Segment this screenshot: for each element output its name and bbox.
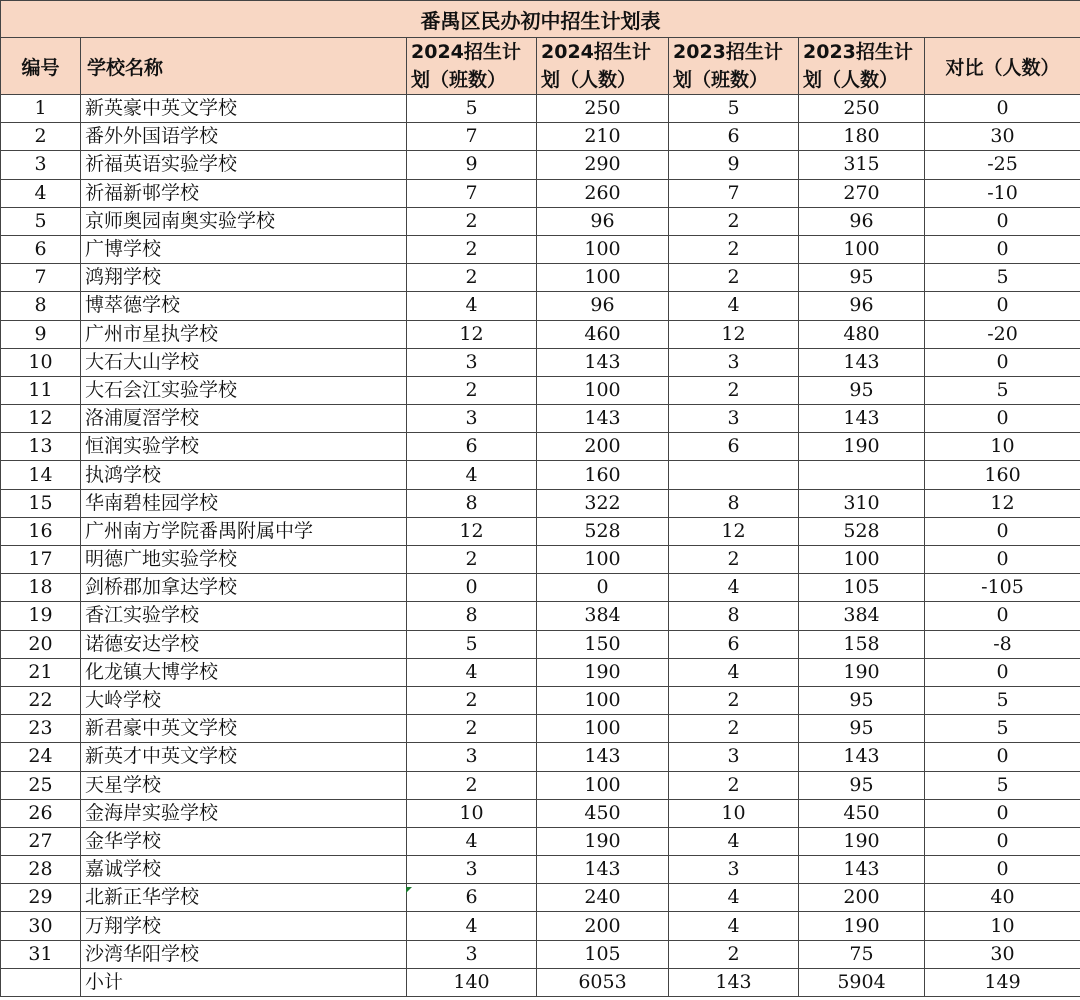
- cell-2023-classes: 2: [669, 235, 799, 263]
- cell-2023-students: 180: [799, 123, 925, 151]
- cell-school-name: 新英才中英文学校: [81, 743, 407, 771]
- cell-2024-classes: 8: [407, 602, 537, 630]
- cell-2023-students: 190: [799, 433, 925, 461]
- cell-2024-students: 100: [537, 686, 669, 714]
- table-row: [1, 940, 1080, 968]
- cell-2023-students: 96: [799, 292, 925, 320]
- cell-id: 24: [1, 743, 81, 771]
- cell-school-name: 香江实验学校: [81, 602, 407, 630]
- cell-2023-students: 143: [799, 405, 925, 433]
- cell-2023-students: 250: [799, 95, 925, 123]
- cell-2023-classes: 3: [669, 856, 799, 884]
- cell-comparison: 0: [925, 743, 1080, 771]
- cell-2024-classes: 7: [407, 123, 537, 151]
- cell-id: 1: [1, 95, 81, 123]
- cell-id: 15: [1, 489, 81, 517]
- cell-2024-classes: 5: [407, 630, 537, 658]
- cell-2023-students: [799, 461, 925, 489]
- table-row: [1, 320, 1080, 348]
- subtotal-row: [1, 968, 1080, 996]
- cell-2024-students: 96: [537, 207, 669, 235]
- cell-school-name: 明德广地实验学校: [81, 546, 407, 574]
- cell-id: 7: [1, 264, 81, 292]
- cell-school-name: 化龙镇大博学校: [81, 658, 407, 686]
- table-row: [1, 151, 1080, 179]
- cell-id: 19: [1, 602, 81, 630]
- cell-comparison: 10: [925, 912, 1080, 940]
- cell-id: 14: [1, 461, 81, 489]
- cell-2024-classes: 3: [407, 405, 537, 433]
- cell-2023-students: 105: [799, 574, 925, 602]
- table-row: [1, 884, 1080, 912]
- cell-2023-students: 143: [799, 856, 925, 884]
- cell-school-name: 华南碧桂园学校: [81, 489, 407, 517]
- cell-2024-students: 290: [537, 151, 669, 179]
- cell-2023-classes: 9: [669, 151, 799, 179]
- cell-comparison: 5: [925, 376, 1080, 404]
- cell-2024-classes: 2: [407, 686, 537, 714]
- cell-school-name: 大石大山学校: [81, 348, 407, 376]
- table-row: [1, 433, 1080, 461]
- cell-id: 12: [1, 405, 81, 433]
- cell-2024-students: 105: [537, 940, 669, 968]
- cell-2024-students: 190: [537, 827, 669, 855]
- cell-2024-classes: 2: [407, 771, 537, 799]
- cell-2024-students: 143: [537, 856, 669, 884]
- header-2024-classes: 2024招生计划（班数）: [407, 38, 537, 95]
- cell-school-name: 大岭学校: [81, 686, 407, 714]
- cell-comparison: 5: [925, 264, 1080, 292]
- cell-id: 29: [1, 884, 81, 912]
- cell-comparison: 160: [925, 461, 1080, 489]
- cell-comparison: -25: [925, 151, 1080, 179]
- cell-school-name: 嘉诚学校: [81, 856, 407, 884]
- table-row: [1, 405, 1080, 433]
- cell-2024-students: 200: [537, 433, 669, 461]
- cell-2023-students: 528: [799, 517, 925, 545]
- cell-2024-classes: 6: [407, 884, 537, 912]
- cell-2023-classes: 2: [669, 264, 799, 292]
- cell-2024-students: 143: [537, 405, 669, 433]
- cell-2024-students: 460: [537, 320, 669, 348]
- header-2024-students: 2024招生计划（人数）: [537, 38, 669, 95]
- cell-comparison: 0: [925, 405, 1080, 433]
- cell-2024-students: 240: [537, 884, 669, 912]
- table-row: [1, 686, 1080, 714]
- cell-id: 20: [1, 630, 81, 658]
- cell-comparison: -105: [925, 574, 1080, 602]
- cell-2023-classes: 4: [669, 574, 799, 602]
- cell-comparison: 0: [925, 799, 1080, 827]
- cell-id: 26: [1, 799, 81, 827]
- cell-comparison: 0: [925, 292, 1080, 320]
- cell-2023-classes: 6: [669, 433, 799, 461]
- cell-id: 30: [1, 912, 81, 940]
- table-row: [1, 630, 1080, 658]
- cell-school-name: 恒润实验学校: [81, 433, 407, 461]
- cell-comparison: 0: [925, 602, 1080, 630]
- cell-2024-students: 100: [537, 264, 669, 292]
- cell-2023-students: 75: [799, 940, 925, 968]
- cell-2024-students: 100: [537, 376, 669, 404]
- cell-id: 10: [1, 348, 81, 376]
- cell-2024-classes: 4: [407, 658, 537, 686]
- cell-2023-students: 95: [799, 715, 925, 743]
- cell-2024-classes: 4: [407, 912, 537, 940]
- cell-2023-classes: 5: [669, 95, 799, 123]
- cell-2023-students: 100: [799, 235, 925, 263]
- cell-comparison: 0: [925, 207, 1080, 235]
- cell-2023-students: 95: [799, 376, 925, 404]
- cell-id: 21: [1, 658, 81, 686]
- cell-school-name: 祈福新邨学校: [81, 179, 407, 207]
- cell-school-name: 沙湾华阳学校: [81, 940, 407, 968]
- cell-2023-students: 315: [799, 151, 925, 179]
- cell-2024-classes: 5: [407, 95, 537, 123]
- cell-2023-classes: 12: [669, 517, 799, 545]
- cell-school-name: 博萃德学校: [81, 292, 407, 320]
- header-school-name: 学校名称: [81, 38, 407, 95]
- cell-2023-students: 190: [799, 912, 925, 940]
- cell-2024-students: 160: [537, 461, 669, 489]
- cell-comparison: 10: [925, 433, 1080, 461]
- cell-2024-classes: 4: [407, 461, 537, 489]
- cell-id: 16: [1, 517, 81, 545]
- cell-comparison: 40: [925, 884, 1080, 912]
- cell-2023-students: 270: [799, 179, 925, 207]
- cell-2023-students: 95: [799, 686, 925, 714]
- cell-2023-classes: 4: [669, 884, 799, 912]
- cell-comparison: 0: [925, 95, 1080, 123]
- table-row: [1, 376, 1080, 404]
- table-row: [1, 771, 1080, 799]
- cell-2024-students: 250: [537, 95, 669, 123]
- cell-comparison: -8: [925, 630, 1080, 658]
- table-row: [1, 574, 1080, 602]
- cell-2024-classes: 4: [407, 827, 537, 855]
- cell-2024-classes: 3: [407, 940, 537, 968]
- cell-2023-students: 450: [799, 799, 925, 827]
- cell-id: 4: [1, 179, 81, 207]
- cell-2023-classes: 6: [669, 123, 799, 151]
- cell-2023-classes: [669, 461, 799, 489]
- cell-2023-classes: 8: [669, 489, 799, 517]
- cell-2024-students: 96: [537, 292, 669, 320]
- cell-2023-classes: 2: [669, 940, 799, 968]
- cell-2024-students: 150: [537, 630, 669, 658]
- cell-2024-classes: 140: [407, 968, 537, 996]
- cell-school-name: 番外外国语学校: [81, 123, 407, 151]
- cell-school-name: 诺德安达学校: [81, 630, 407, 658]
- cell-id: 11: [1, 376, 81, 404]
- header-2023-classes: 2023招生计划（班数）: [669, 38, 799, 95]
- cell-school-name: 祈福英语实验学校: [81, 151, 407, 179]
- cell-id: 13: [1, 433, 81, 461]
- table-row: [1, 207, 1080, 235]
- header-row: [1, 38, 1080, 95]
- cell-comparison: 0: [925, 658, 1080, 686]
- cell-school-name: 广州南方学院番禺附属中学: [81, 517, 407, 545]
- cell-2023-students: 480: [799, 320, 925, 348]
- table-row: [1, 348, 1080, 376]
- cell-comparison: 0: [925, 856, 1080, 884]
- cell-2024-students: 143: [537, 743, 669, 771]
- cell-2024-students: 528: [537, 517, 669, 545]
- cell-2023-classes: 4: [669, 658, 799, 686]
- cell-2023-students: 100: [799, 546, 925, 574]
- cell-2023-students: 310: [799, 489, 925, 517]
- cell-2024-classes: 8: [407, 489, 537, 517]
- cell-school-name: 金海岸实验学校: [81, 799, 407, 827]
- cell-2024-classes: 2: [407, 376, 537, 404]
- cell-school-name: 广博学校: [81, 235, 407, 263]
- table-row: [1, 489, 1080, 517]
- cell-2024-classes: 3: [407, 348, 537, 376]
- cell-id: 2: [1, 123, 81, 151]
- table-row: [1, 235, 1080, 263]
- header-id: 编号: [1, 38, 81, 95]
- title-row: [1, 1, 1080, 38]
- table-title: 番禺区民办初中招生计划表: [1, 1, 1080, 38]
- table-row: [1, 123, 1080, 151]
- cell-2024-classes: 12: [407, 517, 537, 545]
- cell-2023-students: 190: [799, 827, 925, 855]
- cell-2023-students: 158: [799, 630, 925, 658]
- cell-school-name: 天星学校: [81, 771, 407, 799]
- cell-school-name: 大石会江实验学校: [81, 376, 407, 404]
- cell-comparison: 0: [925, 517, 1080, 545]
- table-row: [1, 602, 1080, 630]
- cell-school-name: 京师奥园南奥实验学校: [81, 207, 407, 235]
- cell-school-name: 剑桥郡加拿达学校: [81, 574, 407, 602]
- cell-2024-students: 210: [537, 123, 669, 151]
- cell-2023-classes: 2: [669, 686, 799, 714]
- cell-2023-students: 95: [799, 771, 925, 799]
- cell-2023-classes: 2: [669, 546, 799, 574]
- cell-2023-students: 96: [799, 207, 925, 235]
- cell-2024-classes: 2: [407, 715, 537, 743]
- cell-2023-classes: 2: [669, 771, 799, 799]
- table-row: [1, 827, 1080, 855]
- cell-2023-classes: 4: [669, 292, 799, 320]
- cell-2024-classes: 12: [407, 320, 537, 348]
- cell-id: 18: [1, 574, 81, 602]
- cell-2024-students: 384: [537, 602, 669, 630]
- cell-comparison: 12: [925, 489, 1080, 517]
- cell-id: 31: [1, 940, 81, 968]
- header-2023-students: 2023招生计划（人数）: [799, 38, 925, 95]
- cell-comparison: 0: [925, 348, 1080, 376]
- cell-school-name: 广州市星执学校: [81, 320, 407, 348]
- cell-comparison: 5: [925, 686, 1080, 714]
- cell-2023-students: 5904: [799, 968, 925, 996]
- cell-2024-students: 0: [537, 574, 669, 602]
- cell-2023-classes: 2: [669, 715, 799, 743]
- table-row: [1, 743, 1080, 771]
- cell-2023-classes: 10: [669, 799, 799, 827]
- cell-2024-students: 100: [537, 546, 669, 574]
- cell-comparison: 5: [925, 771, 1080, 799]
- cell-2024-classes: 10: [407, 799, 537, 827]
- cell-2024-students: 6053: [537, 968, 669, 996]
- cell-2024-classes: 9: [407, 151, 537, 179]
- cell-2024-classes: 3: [407, 856, 537, 884]
- cell-school-name: 北新正华学校: [81, 884, 407, 912]
- cell-2023-students: 95: [799, 264, 925, 292]
- cell-2024-students: 200: [537, 912, 669, 940]
- cell-2024-classes: 2: [407, 235, 537, 263]
- cell-comparison: 30: [925, 123, 1080, 151]
- cell-2024-students: 450: [537, 799, 669, 827]
- table-row: [1, 179, 1080, 207]
- cell-comparison: 30: [925, 940, 1080, 968]
- cell-2024-classes: 4: [407, 292, 537, 320]
- cell-school-name: 新君豪中英文学校: [81, 715, 407, 743]
- table-row: [1, 517, 1080, 545]
- cell-2023-students: 143: [799, 348, 925, 376]
- header-comparison: 对比（人数）: [925, 38, 1080, 95]
- table-row: [1, 546, 1080, 574]
- cell-2024-students: 100: [537, 235, 669, 263]
- cell-2024-students: 190: [537, 658, 669, 686]
- cell-2023-classes: 2: [669, 376, 799, 404]
- cell-2023-classes: 2: [669, 207, 799, 235]
- table-row: [1, 799, 1080, 827]
- cell-comparison: 149: [925, 968, 1080, 996]
- cell-2024-students: 143: [537, 348, 669, 376]
- cell-comparison: 0: [925, 235, 1080, 263]
- cell-2023-students: 143: [799, 743, 925, 771]
- cell-2023-classes: 12: [669, 320, 799, 348]
- cell-2024-students: 260: [537, 179, 669, 207]
- table-row: [1, 264, 1080, 292]
- cell-2023-classes: 3: [669, 743, 799, 771]
- cell-2023-classes: 6: [669, 630, 799, 658]
- cell-id: 23: [1, 715, 81, 743]
- cell-school-name: 万翔学校: [81, 912, 407, 940]
- table-row: [1, 658, 1080, 686]
- cell-school-name: 洛浦厦滘学校: [81, 405, 407, 433]
- cell-school-name: 鸿翔学校: [81, 264, 407, 292]
- cell-2023-classes: 4: [669, 827, 799, 855]
- cell-comparison: -10: [925, 179, 1080, 207]
- cell-2023-students: 190: [799, 658, 925, 686]
- cell-comparison: 5: [925, 715, 1080, 743]
- cell-2023-classes: 4: [669, 912, 799, 940]
- cell-id: 25: [1, 771, 81, 799]
- cell-2023-students: 200: [799, 884, 925, 912]
- table-row: [1, 95, 1080, 123]
- cell-school-name: 新英豪中英文学校: [81, 95, 407, 123]
- table-row: [1, 461, 1080, 489]
- cell-id: 8: [1, 292, 81, 320]
- cell-2023-students: 384: [799, 602, 925, 630]
- cell-2023-classes: 3: [669, 348, 799, 376]
- cell-id: 9: [1, 320, 81, 348]
- cell-2024-classes: 3: [407, 743, 537, 771]
- cell-2023-classes: 3: [669, 405, 799, 433]
- cell-comment-indicator-icon: [406, 887, 412, 893]
- cell-2023-classes: 7: [669, 179, 799, 207]
- cell-id: 5: [1, 207, 81, 235]
- cell-2024-classes: 2: [407, 546, 537, 574]
- table-row: [1, 292, 1080, 320]
- cell-id: 6: [1, 235, 81, 263]
- cell-2024-classes: 7: [407, 179, 537, 207]
- table-row: [1, 715, 1080, 743]
- cell-id: 27: [1, 827, 81, 855]
- cell-2023-classes: 8: [669, 602, 799, 630]
- cell-school-name: 金华学校: [81, 827, 407, 855]
- cell-comparison: 0: [925, 546, 1080, 574]
- cell-2023-classes: 143: [669, 968, 799, 996]
- cell-id: 3: [1, 151, 81, 179]
- cell-id: 28: [1, 856, 81, 884]
- cell-2024-students: 322: [537, 489, 669, 517]
- table-row: [1, 912, 1080, 940]
- cell-comparison: 0: [925, 827, 1080, 855]
- cell-2024-students: 100: [537, 771, 669, 799]
- cell-id: 22: [1, 686, 81, 714]
- table-row: [1, 856, 1080, 884]
- cell-id: 17: [1, 546, 81, 574]
- cell-2024-classes: 6: [407, 433, 537, 461]
- cell-2024-classes: 0: [407, 574, 537, 602]
- cell-2024-students: 100: [537, 715, 669, 743]
- cell-2024-classes: 2: [407, 207, 537, 235]
- cell-id: [1, 968, 81, 996]
- cell-comparison: -20: [925, 320, 1080, 348]
- cell-school-name: 执鸿学校: [81, 461, 407, 489]
- cell-2024-classes: 2: [407, 264, 537, 292]
- cell-school-name: 小计: [81, 968, 407, 996]
